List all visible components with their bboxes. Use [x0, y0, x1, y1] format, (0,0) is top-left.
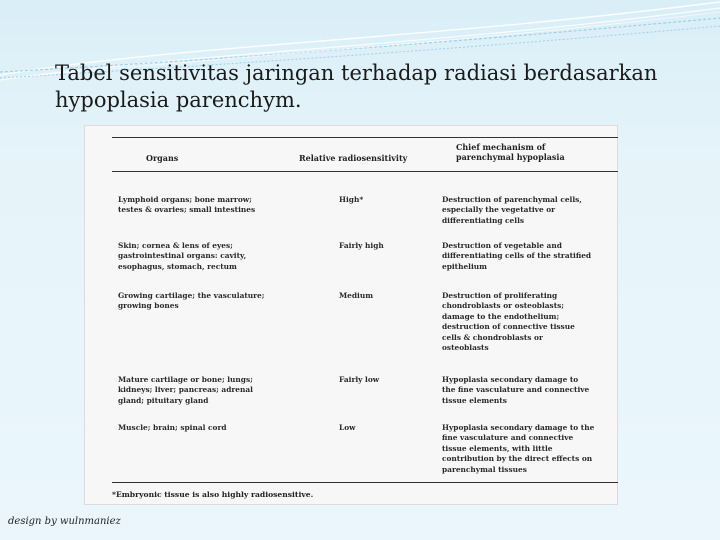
row-4-sensitivity: Fairly low: [339, 375, 380, 384]
row-5-organs: Muscle; brain; spinal cord: [118, 423, 227, 432]
row-1-organs: Lymphoid organs; bone marrow; testes & ovaries; small intestines: [118, 195, 256, 215]
row-2-organs: Skin; cornea & lens of eyes; gastrointestinal organs: cavity, esophagus, stomach, rectum: [118, 241, 247, 271]
row-3-mechanism: Destruction of proliferating chondroblasts or osteoblasts; damage to the endothelium; destruction of connective tissue cells & chondroblasts or osteoblasts: [442, 291, 575, 353]
table-header-rule: [112, 171, 618, 172]
row-2-mechanism: Destruction of vegetable and differentiating cells of the stratified epithelium: [442, 241, 592, 271]
design-credit: design by wulnmaniez: [8, 516, 121, 527]
row-2-sensitivity: Fairly high: [339, 241, 384, 250]
header-sensitivity: Relative radiosensitivity: [299, 153, 408, 163]
header-organs: Organs: [146, 153, 179, 163]
row-3-sensitivity: Medium: [339, 291, 374, 300]
radiosensitivity-table: [84, 125, 618, 505]
row-1-mechanism: Destruction of parenchymal cells, especially the vegetative or differentiating cells: [442, 195, 582, 225]
row-5-mechanism: Hypoplasia secondary damage to the fine vasculature and connective tissue elements, with little contribution by the direct effects on parenchymal tissues: [442, 423, 595, 474]
table-top-rule: [112, 137, 618, 138]
slide-title: Tabel sensitivitas jaringan terhadap radiasi berdasarkan hypoplasia parenchym.: [55, 61, 658, 112]
table-footnote: *Embryonic tissue is also highly radiosensitive.: [112, 490, 314, 499]
table-bottom-rule: [112, 482, 618, 483]
row-5-sensitivity: Low: [339, 423, 356, 432]
row-1-sensitivity: High*: [339, 195, 364, 204]
row-4-organs: Mature cartilage or bone; lungs; kidneys; liver; pancreas; adrenal gland; pituitary gland: [118, 375, 253, 405]
row-3-organs: Growing cartilage; the vasculature; growing bones: [118, 291, 265, 311]
header-mechanism: Chief mechanism of parenchymal hypoplasia: [456, 142, 565, 162]
row-4-mechanism: Hypoplasia secondary damage to the fine vasculature and connective tissue elements: [442, 375, 590, 405]
